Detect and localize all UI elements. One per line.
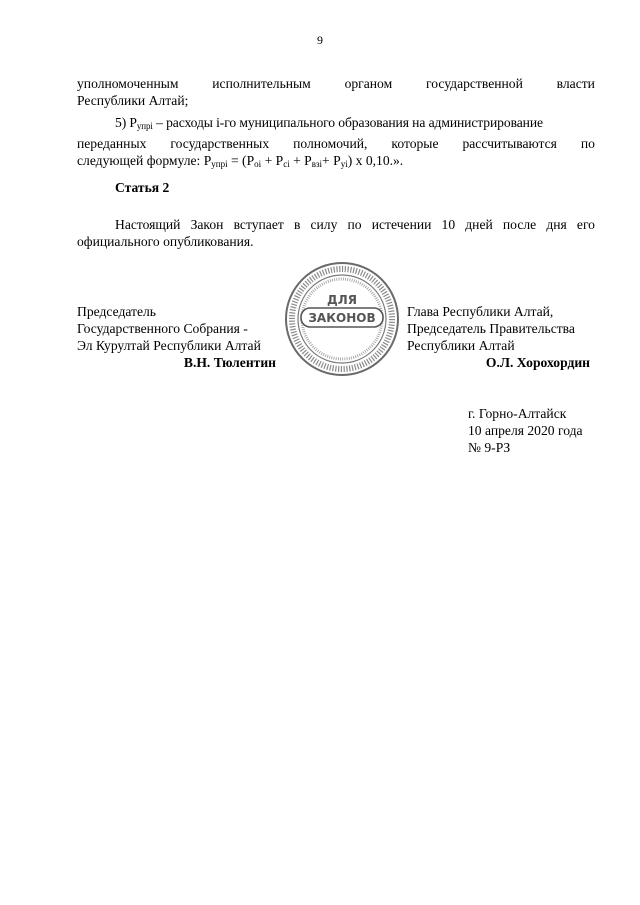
paragraph-1-line-2: Республики Алтай; <box>77 93 189 108</box>
signature-right-line: Республики Алтай <box>407 338 515 353</box>
paragraph-2-line-1 <box>77 114 595 135</box>
word: 10 <box>441 217 456 232</box>
signature-left-line: Эл Курултай Республики Алтай <box>77 338 261 353</box>
stamp-text-main: ЗАКОНОВ <box>308 311 376 325</box>
word: в <box>293 217 301 232</box>
paragraph-3-line-2: официального опубликования. <box>77 234 254 249</box>
word: государственной <box>425 76 523 91</box>
word: исполнительным <box>212 76 311 91</box>
article-title: Статья 2 <box>115 180 170 195</box>
text: 5) P <box>115 115 137 130</box>
city: г. Горно-Алтайск <box>468 406 567 421</box>
paragraph-2-line-2 <box>77 135 595 152</box>
paragraph-3 <box>77 216 595 250</box>
text: + P <box>261 153 284 168</box>
stamp-text-top: ДЛЯ <box>327 293 357 307</box>
word: органом <box>344 76 393 91</box>
word: после <box>502 217 537 232</box>
word: по <box>580 136 595 151</box>
word: уполномоченным <box>77 76 179 91</box>
paragraph-1-line-1 <box>77 75 595 92</box>
word: истечении <box>371 217 432 232</box>
signature-right-line: Председатель Правительства <box>407 321 575 336</box>
signature-right-name: О.Л. Хорохордин <box>485 355 590 370</box>
subscript: упрi <box>211 159 228 169</box>
law-number: № 9-РЗ <box>468 440 511 455</box>
signature-left-title <box>77 303 261 354</box>
word: Настоящий <box>115 217 181 232</box>
text: + P <box>322 153 341 168</box>
signature-left-line: Председатель <box>77 304 156 319</box>
paragraph-1 <box>77 75 595 109</box>
signature-left-name: В.Н. Тюлентин <box>183 355 276 370</box>
word: власти <box>556 76 595 91</box>
paragraph-2 <box>77 114 595 173</box>
subscript: упрi <box>136 121 153 131</box>
subscript: сi <box>283 159 290 169</box>
signature-right-line: Глава Республики Алтай, <box>407 304 554 319</box>
paragraph-3-line-1 <box>77 216 595 233</box>
subscript: оi <box>254 159 262 169</box>
text: ) х 0,10.». <box>347 153 404 168</box>
text: + P <box>289 153 312 168</box>
word: дней <box>465 217 493 232</box>
word: дня <box>546 217 567 232</box>
formula-line <box>77 152 595 173</box>
word: рассчитываются <box>462 136 557 151</box>
page-number: 9 <box>317 33 323 47</box>
place-date-block <box>468 405 583 456</box>
word: Закон <box>190 217 224 232</box>
word: по <box>347 217 362 232</box>
signature-left-line: Государственного Собрания - <box>77 321 248 336</box>
date: 10 апреля 2020 года <box>468 423 583 438</box>
word: вступает <box>233 217 284 232</box>
text: = (P <box>227 153 255 168</box>
text: – расходы i-го муниципального образования на администрирование <box>152 115 543 130</box>
word: государственных <box>170 136 270 151</box>
word: полномочий, <box>293 136 368 151</box>
word: его <box>576 217 595 232</box>
subscript: уi <box>340 159 348 169</box>
text: следующей формуле: P <box>77 153 212 168</box>
signature-right-title <box>407 303 575 354</box>
word: силу <box>310 217 338 232</box>
word: которые <box>391 136 439 151</box>
stamp-seal <box>283 260 401 378</box>
subscript: взi <box>311 159 323 169</box>
word: переданных <box>77 136 147 151</box>
